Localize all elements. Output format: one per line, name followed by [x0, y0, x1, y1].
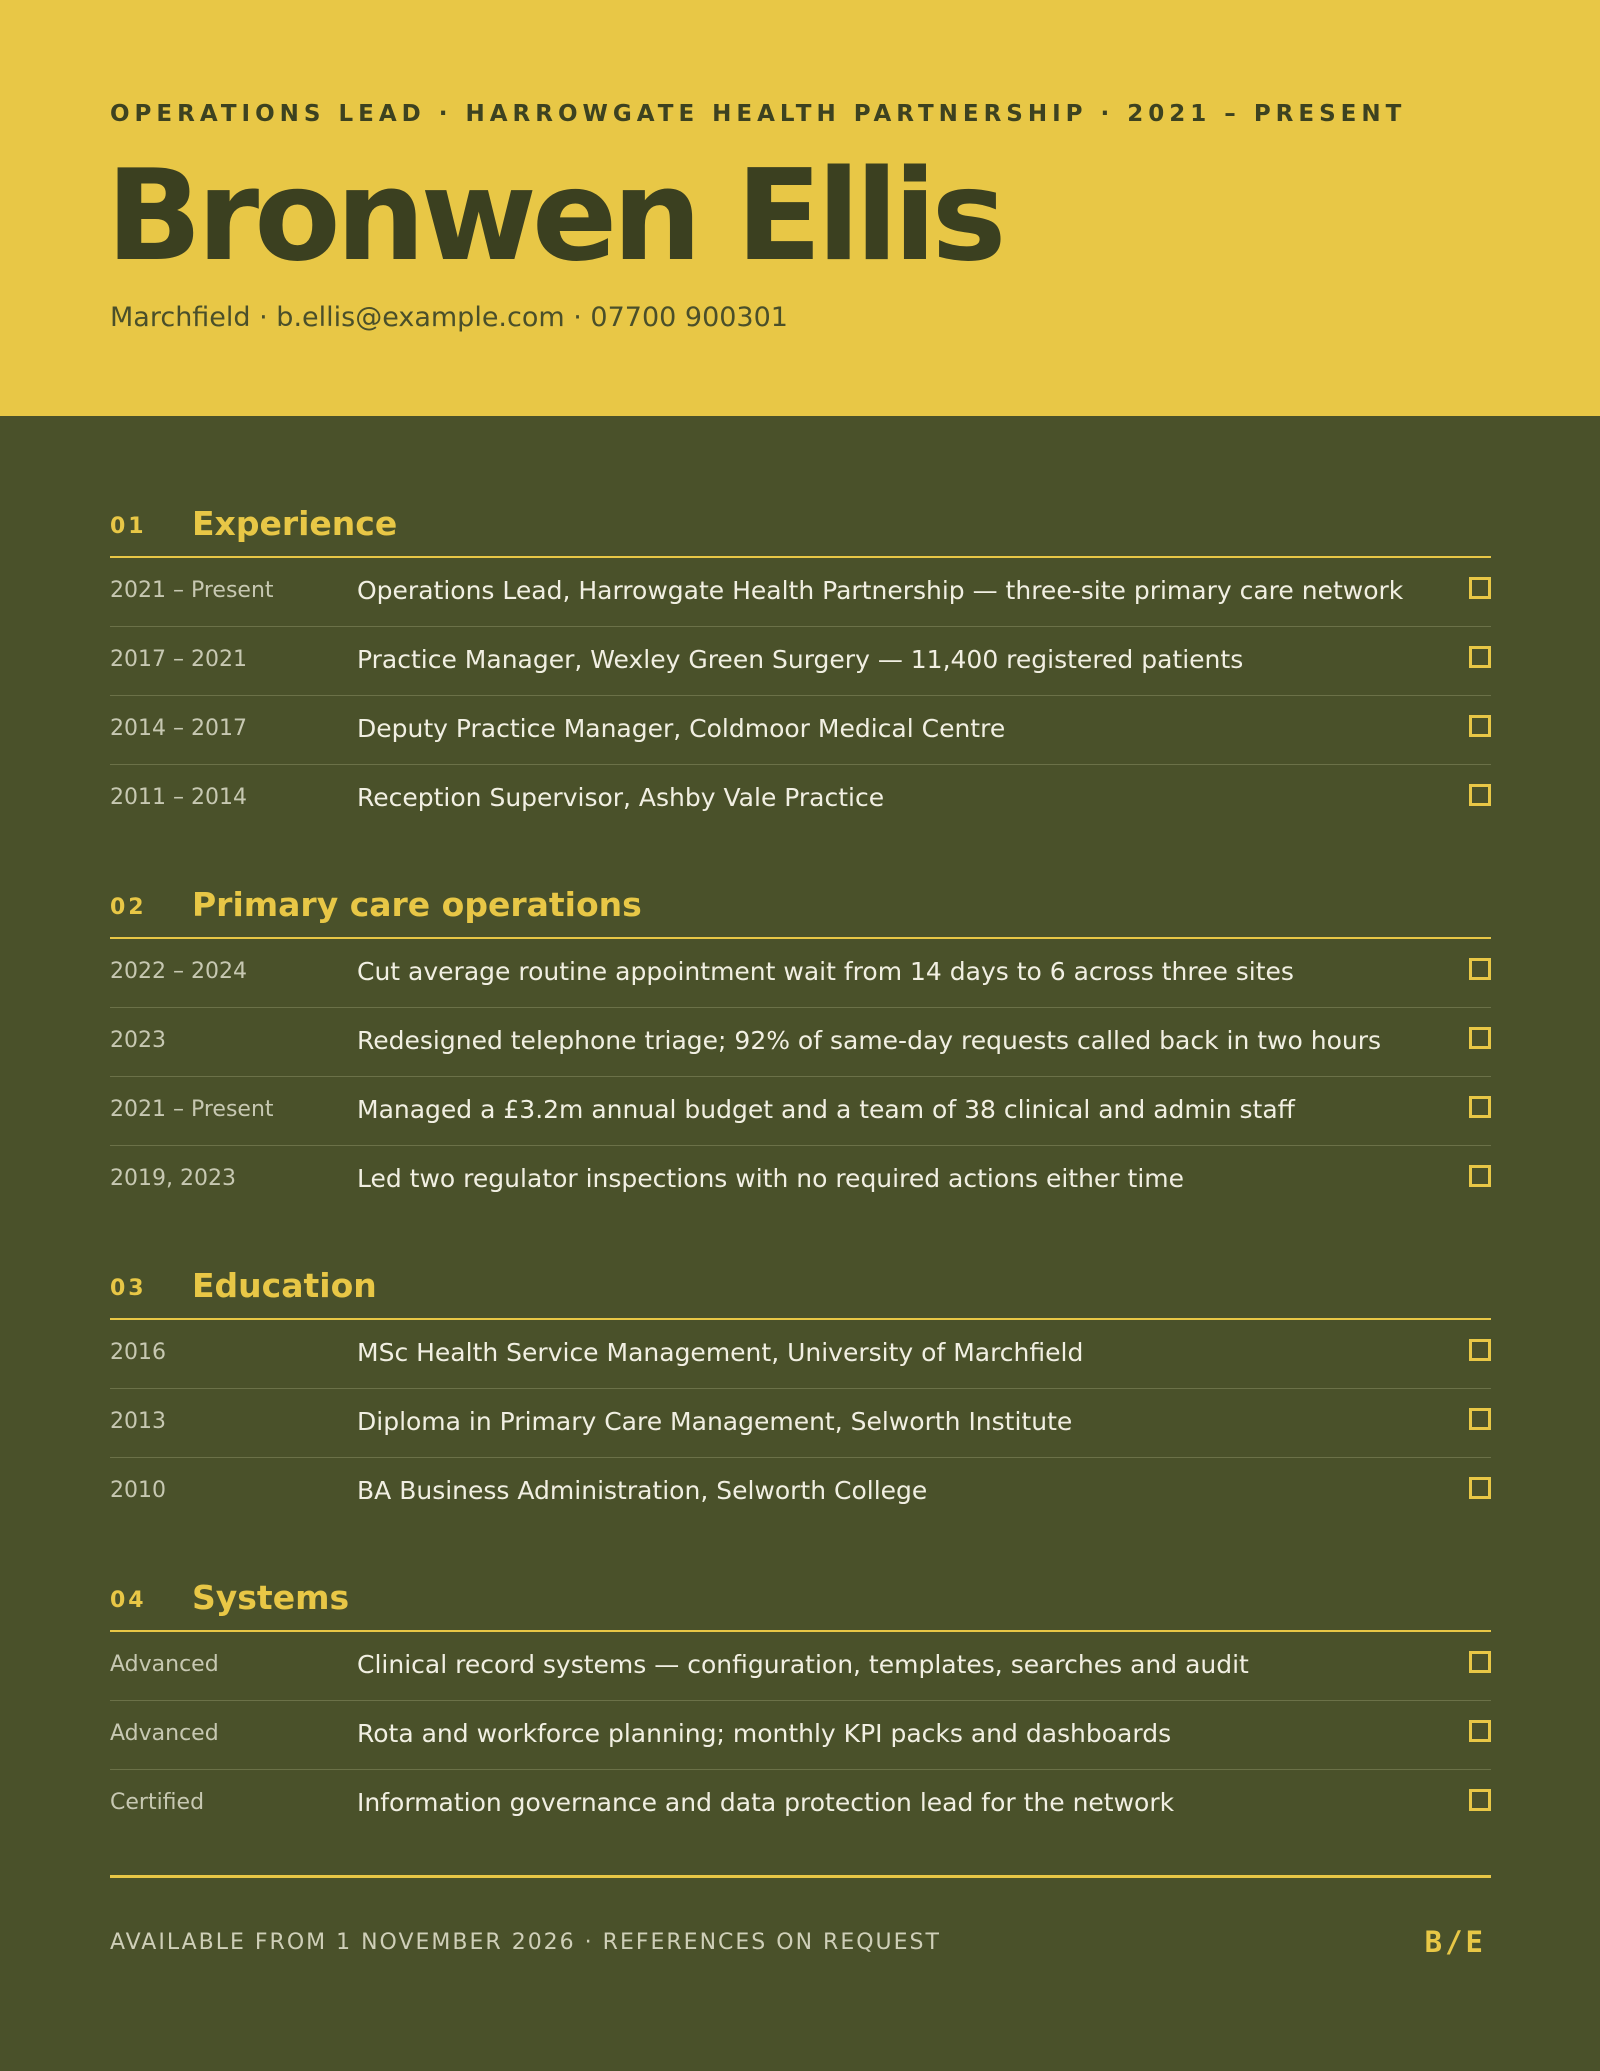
list-item	[110, 1632, 1491, 1701]
item-text: Cut average routine appointment wait from 14 days to 6 across three sites	[357, 957, 1294, 986]
section-primary-care-operations	[110, 873, 1491, 1214]
item-checkbox[interactable]	[1469, 646, 1491, 668]
item-text: Information governance and data protection lead for the network	[357, 1788, 1175, 1817]
monogram: B/E	[1424, 1925, 1486, 1959]
list-item	[110, 627, 1491, 696]
section-title: Primary care operations	[192, 885, 642, 924]
section-number: 01	[110, 514, 147, 539]
item-text: Reception Supervisor, Ashby Vale Practice	[357, 783, 885, 812]
section-number: 03	[110, 1276, 147, 1301]
item-date: 2016	[110, 1340, 166, 1365]
list-item	[110, 1701, 1491, 1770]
section-header	[110, 1254, 1491, 1320]
item-checkbox[interactable]	[1469, 1339, 1491, 1361]
item-text: Managed a £3.2m annual budget and a team of 38 clinical and admin staff	[357, 1095, 1295, 1124]
section-title: Experience	[192, 504, 398, 543]
list-item	[110, 1770, 1491, 1838]
list-item	[110, 1146, 1491, 1214]
item-checkbox[interactable]	[1469, 715, 1491, 737]
item-date: 2021 – Present	[110, 578, 274, 603]
list-item	[110, 1077, 1491, 1146]
section-systems	[110, 1566, 1491, 1838]
item-date: 2019, 2023	[110, 1166, 236, 1191]
item-text: Clinical record systems — configuration, templates, searches and audit	[357, 1650, 1249, 1679]
item-checkbox[interactable]	[1469, 577, 1491, 599]
role-eyebrow: OPERATIONS LEAD · HARROWGATE HEALTH PARTNERSHIP · 2021 – PRESENT	[110, 101, 1407, 127]
list-item	[110, 1389, 1491, 1458]
contact-line: Marchfield · b.ellis@example.com · 07700 900301	[110, 302, 788, 333]
item-checkbox[interactable]	[1469, 784, 1491, 806]
list-item	[110, 696, 1491, 765]
item-date: 2022 – 2024	[110, 959, 247, 984]
item-level: Advanced	[110, 1652, 219, 1677]
item-text: Practice Manager, Wexley Green Surgery — 11,400 registered patients	[357, 645, 1244, 674]
item-text: Deputy Practice Manager, Coldmoor Medical Centre	[357, 714, 1006, 743]
availability-note: AVAILABLE FROM 1 NOVEMBER 2026 · REFERENCES ON REQUEST	[110, 1930, 941, 1955]
item-date: 2013	[110, 1409, 166, 1434]
item-date: 2011 – 2014	[110, 785, 247, 810]
section-number: 04	[110, 1588, 147, 1613]
item-text: BA Business Administration, Selworth College	[357, 1476, 928, 1505]
section-header	[110, 873, 1491, 939]
list-item	[110, 939, 1491, 1008]
item-checkbox[interactable]	[1469, 1027, 1491, 1049]
list-item	[110, 1320, 1491, 1389]
section-experience	[110, 492, 1491, 833]
section-education	[110, 1254, 1491, 1526]
item-text: Diploma in Primary Care Management, Selworth Institute	[357, 1407, 1073, 1436]
item-level: Certified	[110, 1790, 205, 1815]
item-text: Rota and workforce planning; monthly KPI packs and dashboards	[357, 1719, 1172, 1748]
item-level: Advanced	[110, 1721, 219, 1746]
item-date: 2014 – 2017	[110, 716, 247, 741]
item-checkbox[interactable]	[1469, 958, 1491, 980]
section-title: Education	[192, 1266, 377, 1305]
footer-divider	[110, 1875, 1491, 1878]
item-text: Led two regulator inspections with no required actions either time	[357, 1164, 1185, 1193]
item-checkbox[interactable]	[1469, 1651, 1491, 1673]
list-item	[110, 558, 1491, 627]
item-date: 2010	[110, 1478, 166, 1503]
item-checkbox[interactable]	[1469, 1477, 1491, 1499]
section-header	[110, 492, 1491, 558]
item-text: Redesigned telephone triage; 92% of same-day requests called back in two hours	[357, 1026, 1382, 1055]
item-checkbox[interactable]	[1469, 1789, 1491, 1811]
header-band	[0, 0, 1600, 416]
item-date: 2023	[110, 1028, 166, 1053]
candidate-name: Bronwen Ellis	[106, 142, 1002, 289]
item-date: 2021 – Present	[110, 1097, 274, 1122]
item-checkbox[interactable]	[1469, 1720, 1491, 1742]
item-text: MSc Health Service Management, University of Marchfield	[357, 1338, 1084, 1367]
item-checkbox[interactable]	[1469, 1408, 1491, 1430]
list-item	[110, 1008, 1491, 1077]
item-checkbox[interactable]	[1469, 1165, 1491, 1187]
item-date: 2017 – 2021	[110, 647, 247, 672]
section-title: Systems	[192, 1578, 350, 1617]
list-item	[110, 765, 1491, 833]
item-text: Operations Lead, Harrowgate Health Partnership — three-site primary care network	[357, 576, 1404, 605]
section-header	[110, 1566, 1491, 1632]
section-number: 02	[110, 895, 147, 920]
list-item	[110, 1458, 1491, 1526]
item-checkbox[interactable]	[1469, 1096, 1491, 1118]
